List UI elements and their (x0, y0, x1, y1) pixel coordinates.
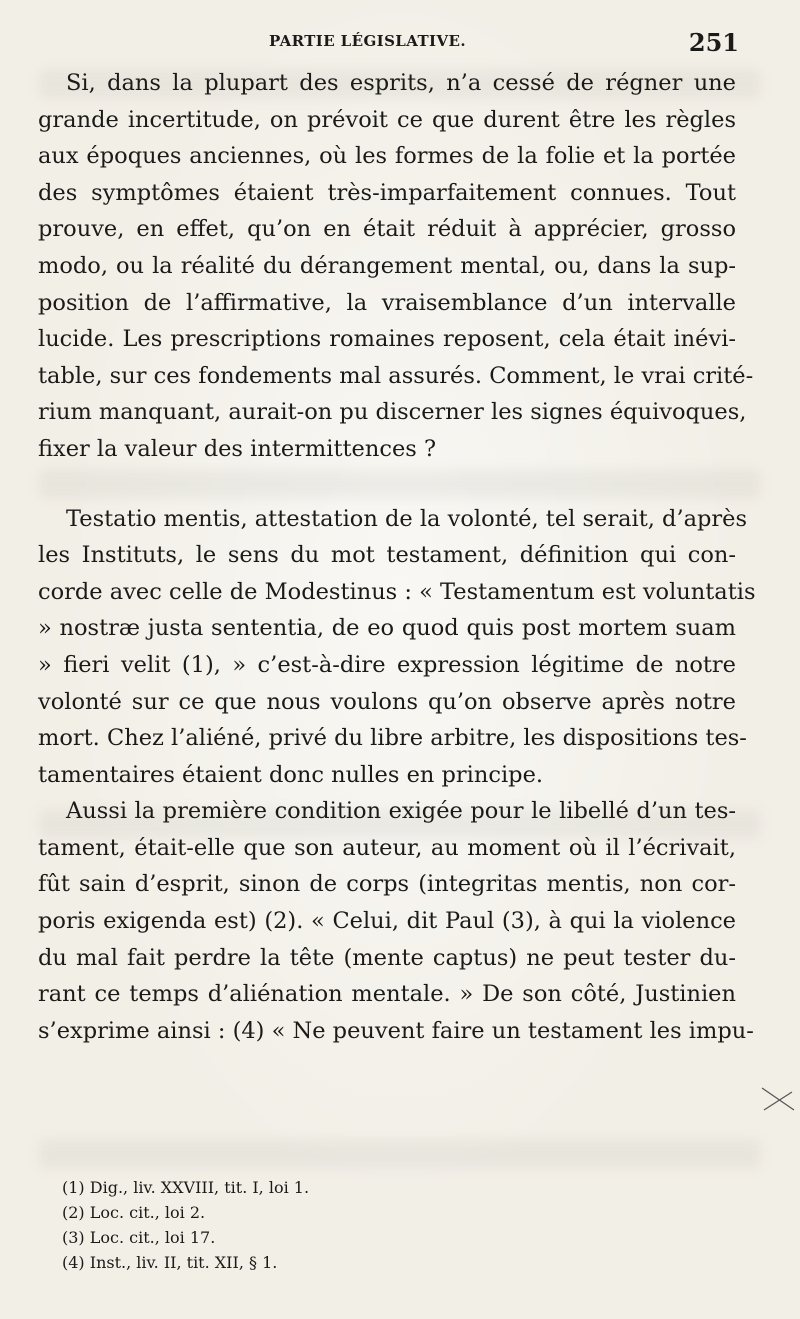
body-text (38, 65, 756, 1049)
paragraph-1 (38, 65, 754, 468)
show-through-shadow (40, 1140, 760, 1168)
footnote: (3) Loc. cit., loi 17. (62, 1228, 216, 1247)
text-line: des symptômes étaient très-imparfaitement connues. Tout (38, 179, 736, 206)
footnote: (4) Inst., liv. II, tit. XII, § 1. (62, 1253, 278, 1272)
text-line: modo, ou la réalité du dérangement mental, ou, dans la sup- (38, 252, 736, 279)
text-line: lucide. Les prescriptions romaines reposent, cela était inévi- (38, 326, 736, 353)
text-line: tamentaires étaient donc nulles en principe. (38, 761, 544, 788)
text-line: position de l’affirmative, la vraisemblance d’un intervalle (38, 289, 736, 316)
paragraph-2 (38, 501, 756, 1050)
footnote: (1) Dig., liv. XXVIII, tit. I, loi 1. (62, 1178, 310, 1197)
text-line: Testatio mentis, attestation de la volonté, tel serait, d’après (66, 505, 748, 532)
text-line: tament, était-elle que son auteur, au moment où il l’écrivait, (38, 834, 736, 861)
text-line: Aussi la première condition exigée pour le libellé d’un tes- (66, 798, 736, 825)
text-line: les Instituts, le sens du mot testament, définition qui con- (38, 542, 736, 569)
text-line: aux époques anciennes, où les formes de la folie et la portée (38, 143, 736, 170)
text-line: volonté sur ce que nous voulons qu’on observe après notre (38, 688, 736, 715)
ink-mark-icon (758, 1080, 798, 1120)
text-line: Si, dans la plupart des esprits, n’a cessé de régner une (66, 70, 736, 96)
page-header (269, 28, 739, 62)
text-line: fixer la valeur des intermittences ? (38, 435, 437, 462)
text-line: s’exprime ainsi : (4) « Ne peuvent faire un testament les impu- (38, 1017, 754, 1044)
text-line: du mal fait perdre la tête (mente captus) ne peut tester du- (38, 944, 736, 971)
text-line: table, sur ces fondements mal assurés. Comment, le vrai crité- (38, 362, 754, 389)
paragraph-gap (38, 468, 736, 501)
text-line: » fieri velit (1), » c’est-à-dire expression légitime de notre (38, 651, 736, 678)
footnote: (2) Loc. cit., loi 2. (62, 1203, 206, 1222)
running-head: PARTIE LÉGISLATIVE. (269, 32, 466, 50)
page-number: 251 (688, 28, 739, 57)
text-line: poris exigenda est) (2). « Celui, dit Paul (3), à qui la violence (38, 908, 736, 935)
text-line: » nostræ justa sententia, de eo quod quis post mortem suam (38, 615, 736, 642)
text-line: mort. Chez l’aliéné, privé du libre arbitre, les dispositions tes- (38, 725, 747, 752)
text-line: grande incertitude, on prévoit ce que durent être les règles (38, 106, 736, 133)
footnotes (62, 1175, 662, 1275)
text-line: prouve, en effet, qu’on en était réduit à apprécier, grosso (38, 216, 736, 243)
text-line: rant ce temps d’aliénation mentale. » De son côté, Justinien (38, 981, 736, 1008)
text-line: rium manquant, aurait-on pu discerner les signes équivoques, (38, 399, 747, 426)
text-line: corde avec celle de Modestinus : « Testamentum est voluntatis (38, 578, 756, 605)
text-line: fût sain d’esprit, sinon de corps (integritas mentis, non cor- (38, 871, 736, 898)
